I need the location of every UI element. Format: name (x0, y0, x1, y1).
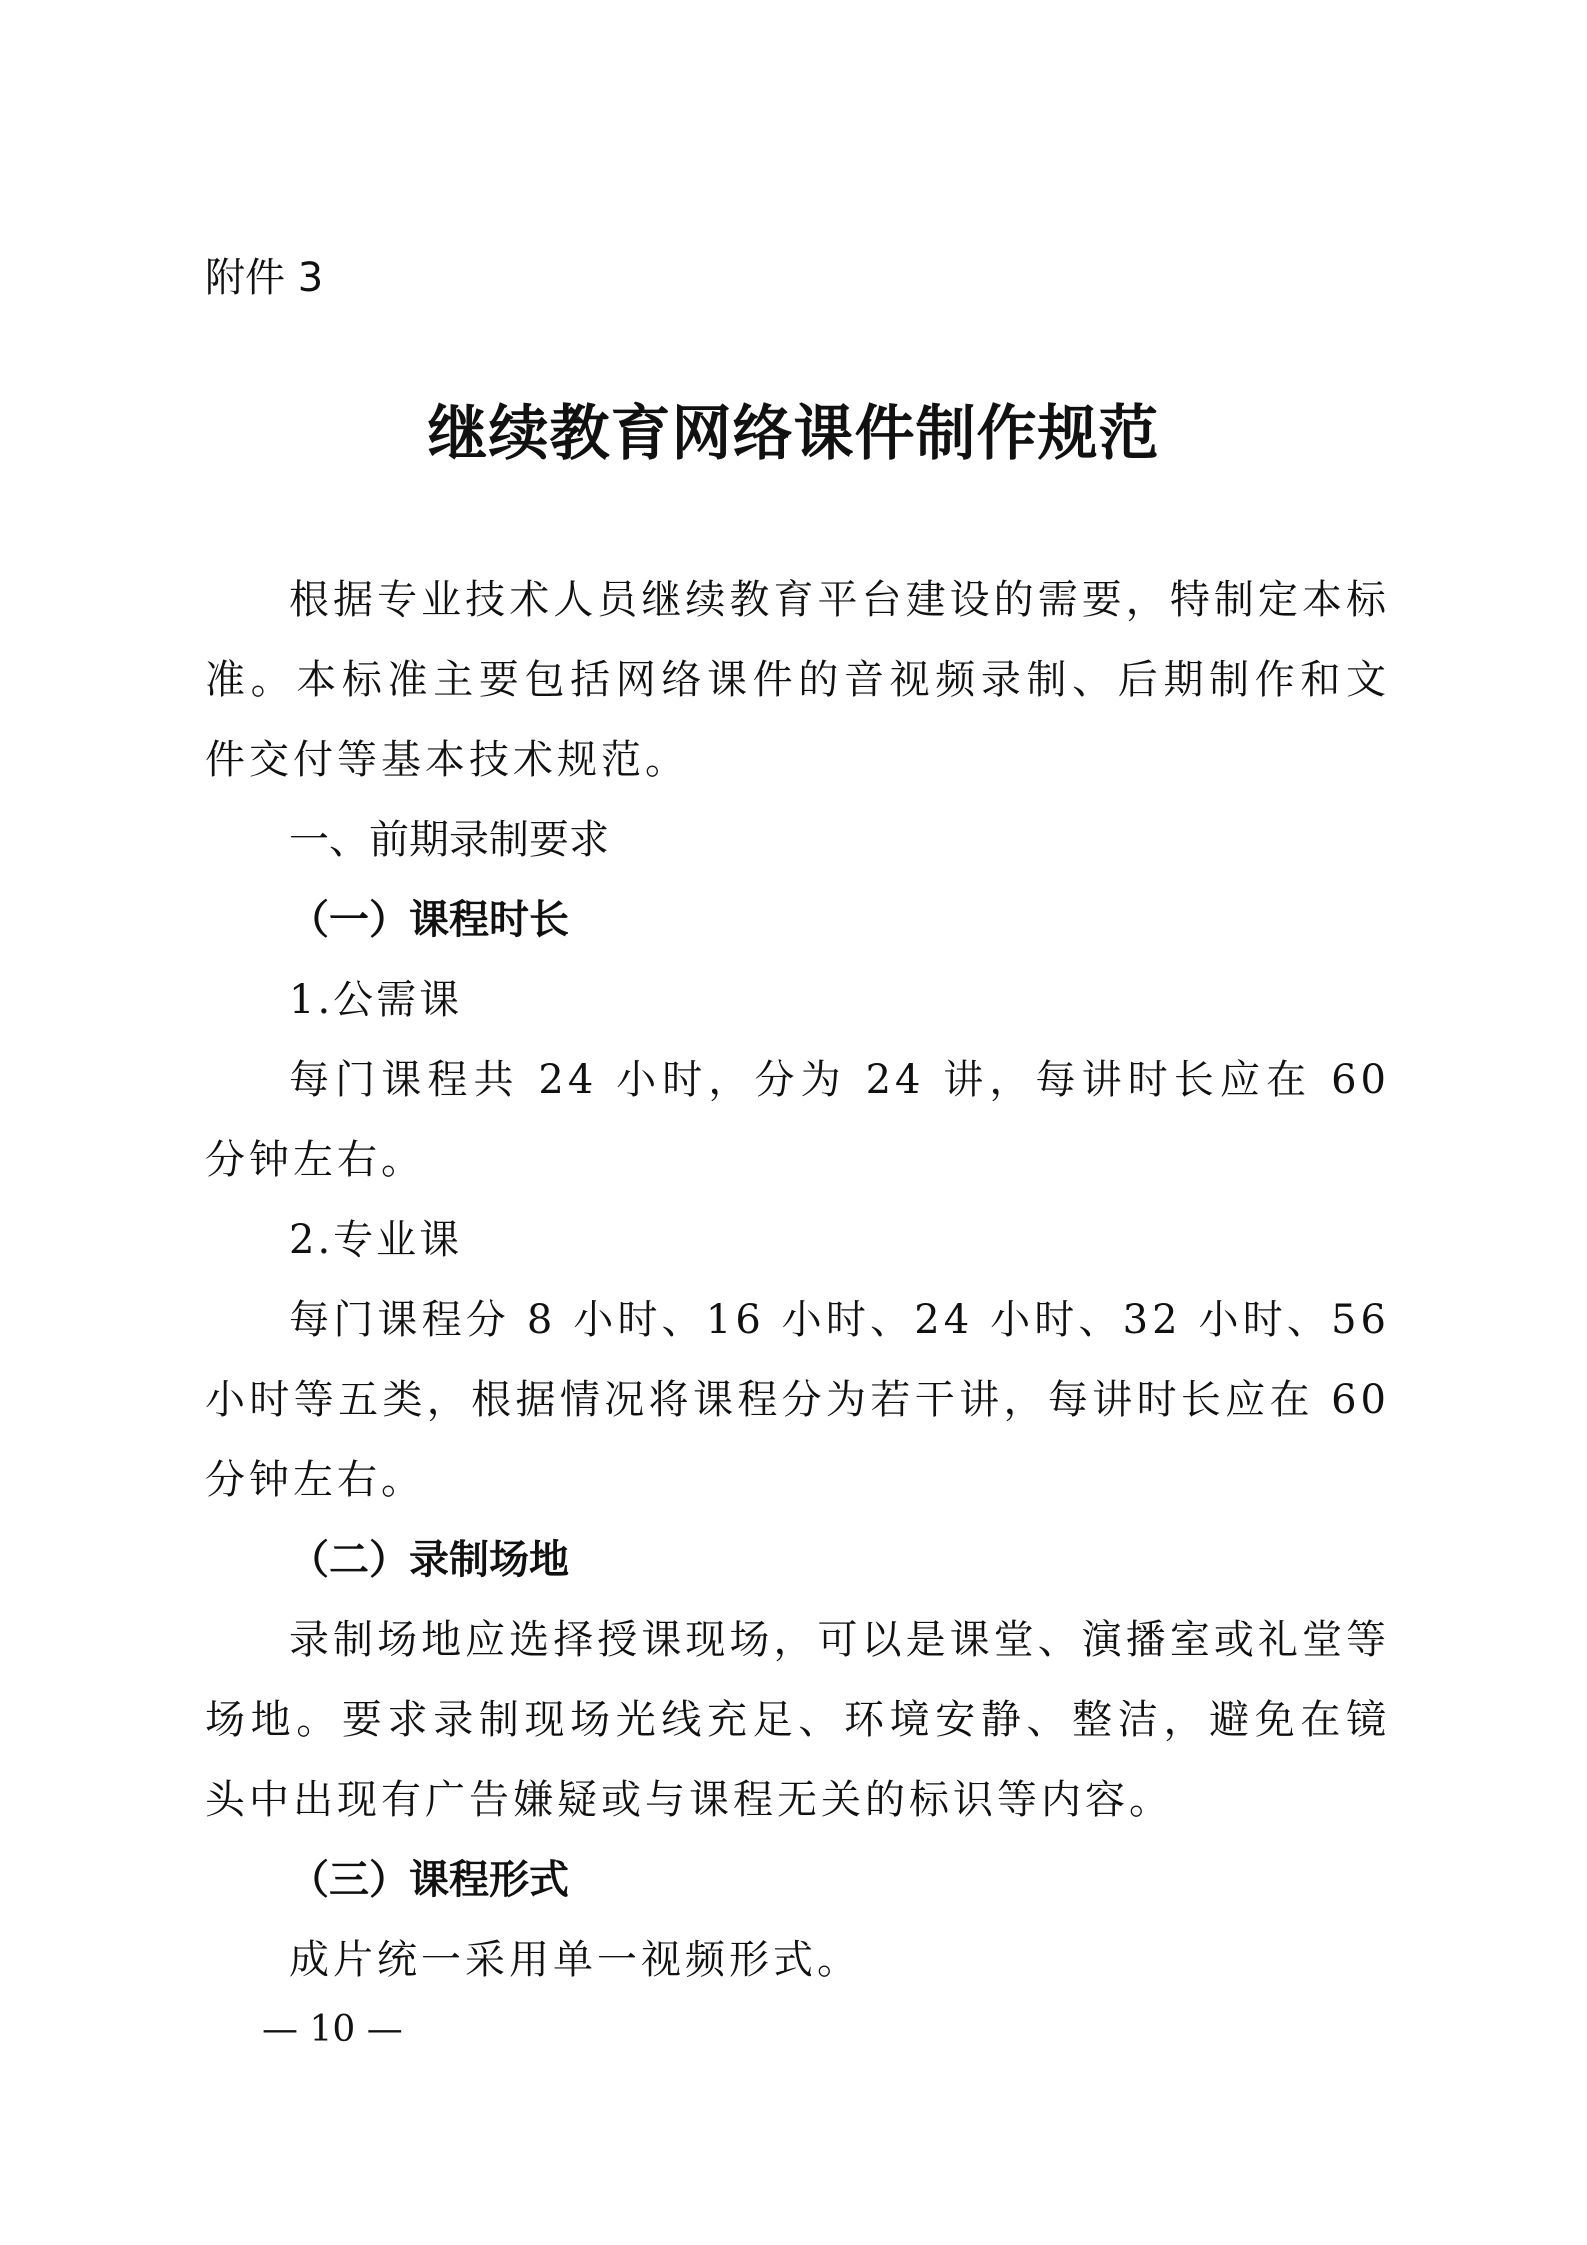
item-label-public-course: 1.公需课 (289, 977, 463, 1023)
item-label-professional-course: 2.专业课 (289, 1217, 463, 1263)
intro-paragraph: 根据专业技术人员继续教育平台建设的需要，特制定本标准。本标准主要包括网络课件的音视频录制、后期制作和文件交付等基本技术规范。 (205, 577, 1390, 783)
subsection-heading-duration: （一）课程时长 (289, 896, 569, 943)
page-number: — 10 — (262, 2009, 403, 2050)
paragraph-venue: 录制场地应选择授课现场，可以是课堂、演播室或礼堂等场地。要求录制现场光线充足、环境安静、整洁，避免在镜头中出现有广告嫌疑或与课程无关的标识等内容。 (205, 1617, 1390, 1823)
paragraph-format: 成片统一采用单一视频形式。 (289, 1937, 861, 1983)
subsection-heading-format: （三）课程形式 (289, 1856, 569, 1903)
attachment-label: 附件 3 (205, 255, 324, 301)
paragraph-professional-course: 每门课程分 8 小时、16 小时、24 小时、32 小时、56 小时等五类，根据情况将课程分为若干讲，每讲时长应在 60 分钟左右。 (205, 1297, 1390, 1503)
document-body (205, 560, 1390, 2000)
section-heading-1: 一、前期录制要求 (289, 817, 609, 863)
page-title: 继续教育网络课件制作规范 (427, 399, 1160, 469)
subsection-heading-venue: （二）录制场地 (289, 1536, 569, 1583)
paragraph-public-course: 每门课程共 24 小时，分为 24 讲，每讲时长应在 60 分钟左右。 (205, 1057, 1390, 1183)
